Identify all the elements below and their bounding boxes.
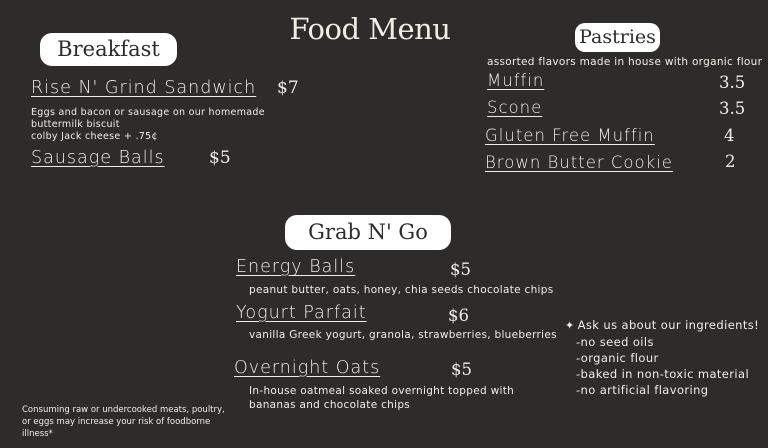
pastries-heading: Pastries bbox=[575, 23, 660, 52]
menu-item-name: Brown Butter Cookie bbox=[485, 153, 673, 172]
menu-item-name: Yogurt Parfait bbox=[236, 303, 367, 323]
menu-item-name: Muffin bbox=[487, 71, 545, 90]
menu-item-name: Overnight Oats bbox=[234, 358, 381, 378]
menu-item-name: Rise N' Grind Sandwich bbox=[31, 78, 257, 98]
menu-item-description: vanilla Greek yogurt, granola, strawberries, blueberries bbox=[249, 329, 557, 341]
ingredients-line: -no seed oils bbox=[576, 335, 654, 349]
ingredients-heading: Ask us about our ingredients! bbox=[577, 318, 760, 332]
menu-item-price: 2 bbox=[725, 152, 736, 171]
menu-item-name: Sausage Balls bbox=[31, 148, 165, 168]
star-icon: ✦ bbox=[565, 319, 575, 332]
menu-item-price: $5 bbox=[451, 360, 472, 379]
menu-item-name: Energy Balls bbox=[236, 257, 356, 277]
ingredients-line: -baked in non-toxic material bbox=[576, 367, 750, 381]
menu-item-price: 3.5 bbox=[719, 99, 746, 118]
pastries-subtitle: assorted flavors made in house with organic flour bbox=[487, 56, 763, 68]
menu-item-price: $7 bbox=[277, 78, 299, 98]
ingredients-line: -no artificial flavoring bbox=[576, 383, 709, 397]
page-title: Food Menu bbox=[289, 12, 451, 46]
menu-item-price: $5 bbox=[450, 260, 471, 279]
grab-n-go-heading: Grab N' Go bbox=[285, 215, 451, 250]
menu-item-description: peanut butter, oats, honey, chia seeds chocolate chips bbox=[249, 284, 554, 296]
menu-item-description: buttermilk biscuit bbox=[31, 119, 120, 130]
ingredients-note bbox=[565, 317, 759, 398]
menu-item-price: $5 bbox=[209, 148, 231, 168]
menu-item-description: bananas and chocolate chips bbox=[249, 399, 411, 411]
menu-item-name: Scone bbox=[487, 98, 543, 117]
menu-item-description: colby Jack cheese + .75¢ bbox=[31, 131, 158, 142]
menu-item-price: $6 bbox=[448, 306, 469, 325]
menu-item-price: 3.5 bbox=[719, 73, 746, 92]
foodborne-illness-disclaimer: Consuming raw or undercooked meats, poultry, or eggs may increase your risk of foodborne illness* bbox=[22, 405, 225, 439]
breakfast-heading: Breakfast bbox=[40, 33, 177, 66]
menu-item-price: 4 bbox=[724, 126, 735, 145]
menu-item-name: Gluten Free Muffin bbox=[485, 126, 655, 145]
menu-item-description: In-house oatmeal soaked overnight topped with bbox=[249, 385, 515, 397]
ingredients-line: -organic flour bbox=[576, 351, 659, 365]
menu-item-description: Eggs and bacon or sausage on our homemade bbox=[31, 107, 265, 118]
